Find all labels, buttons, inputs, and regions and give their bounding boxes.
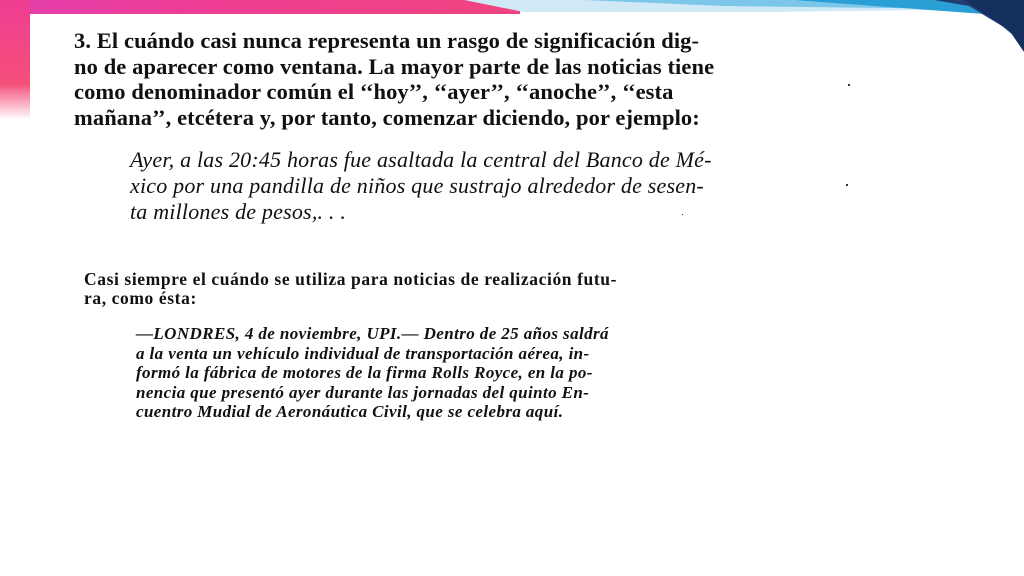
example-1-line: Ayer, a las 20:45 horas fue asaltada la central del Banco de Mé- <box>130 147 712 172</box>
paragraph-2 <box>84 270 617 308</box>
example-2-line: nencia que presentó ayer durante las jornadas del quinto En- <box>136 382 590 402</box>
paragraph-1 <box>74 28 714 130</box>
paragraph-1-line: no de aparecer como ventana. La mayor parte de las noticias tiene <box>74 53 715 79</box>
side-accent-band-pink <box>0 0 30 120</box>
example-quote-2 <box>136 324 609 422</box>
header-accent-band-pink <box>0 0 520 14</box>
paragraph-1-line: como denominador común el ‘‘hoy’’, ‘‘ayer’’, ‘‘anoche’’, ‘‘esta <box>74 79 674 104</box>
example-1-line: ta millones de pesos,. . . <box>130 199 347 224</box>
example-1-line: xico por una pandilla de niños que sustrajo alrededor de sesen- <box>130 173 704 198</box>
paragraph-1-line: mañana’’, etcétera y, por tanto, comenzar diciendo, por ejemplo: <box>74 104 700 130</box>
scan-speck <box>682 214 683 215</box>
scan-speck <box>846 184 848 186</box>
example-2-line: —LONDRES, 4 de noviembre, UPI.— Dentro de 25 años saldrá <box>136 324 609 343</box>
example-2-line: a la venta un vehículo individual de transportación aérea, in- <box>136 343 590 363</box>
paragraph-1-line: 3. El cuándo casi nunca representa un rasgo de significación dig- <box>74 28 700 53</box>
example-2-line: formó la fábrica de motores de la firma Rolls Royce, en la po- <box>136 363 593 382</box>
scan-speck <box>848 84 850 86</box>
example-quote-1 <box>130 147 712 225</box>
scanned-page <box>30 14 850 444</box>
paragraph-2-line: Casi siempre el cuándo se utiliza para noticias de realización futu- <box>84 269 618 289</box>
paragraph-2-line: ra, como ésta: <box>84 288 197 308</box>
example-2-line: cuentro Mudial de Aeronáutica Civil, que se celebra aquí. <box>136 402 564 421</box>
